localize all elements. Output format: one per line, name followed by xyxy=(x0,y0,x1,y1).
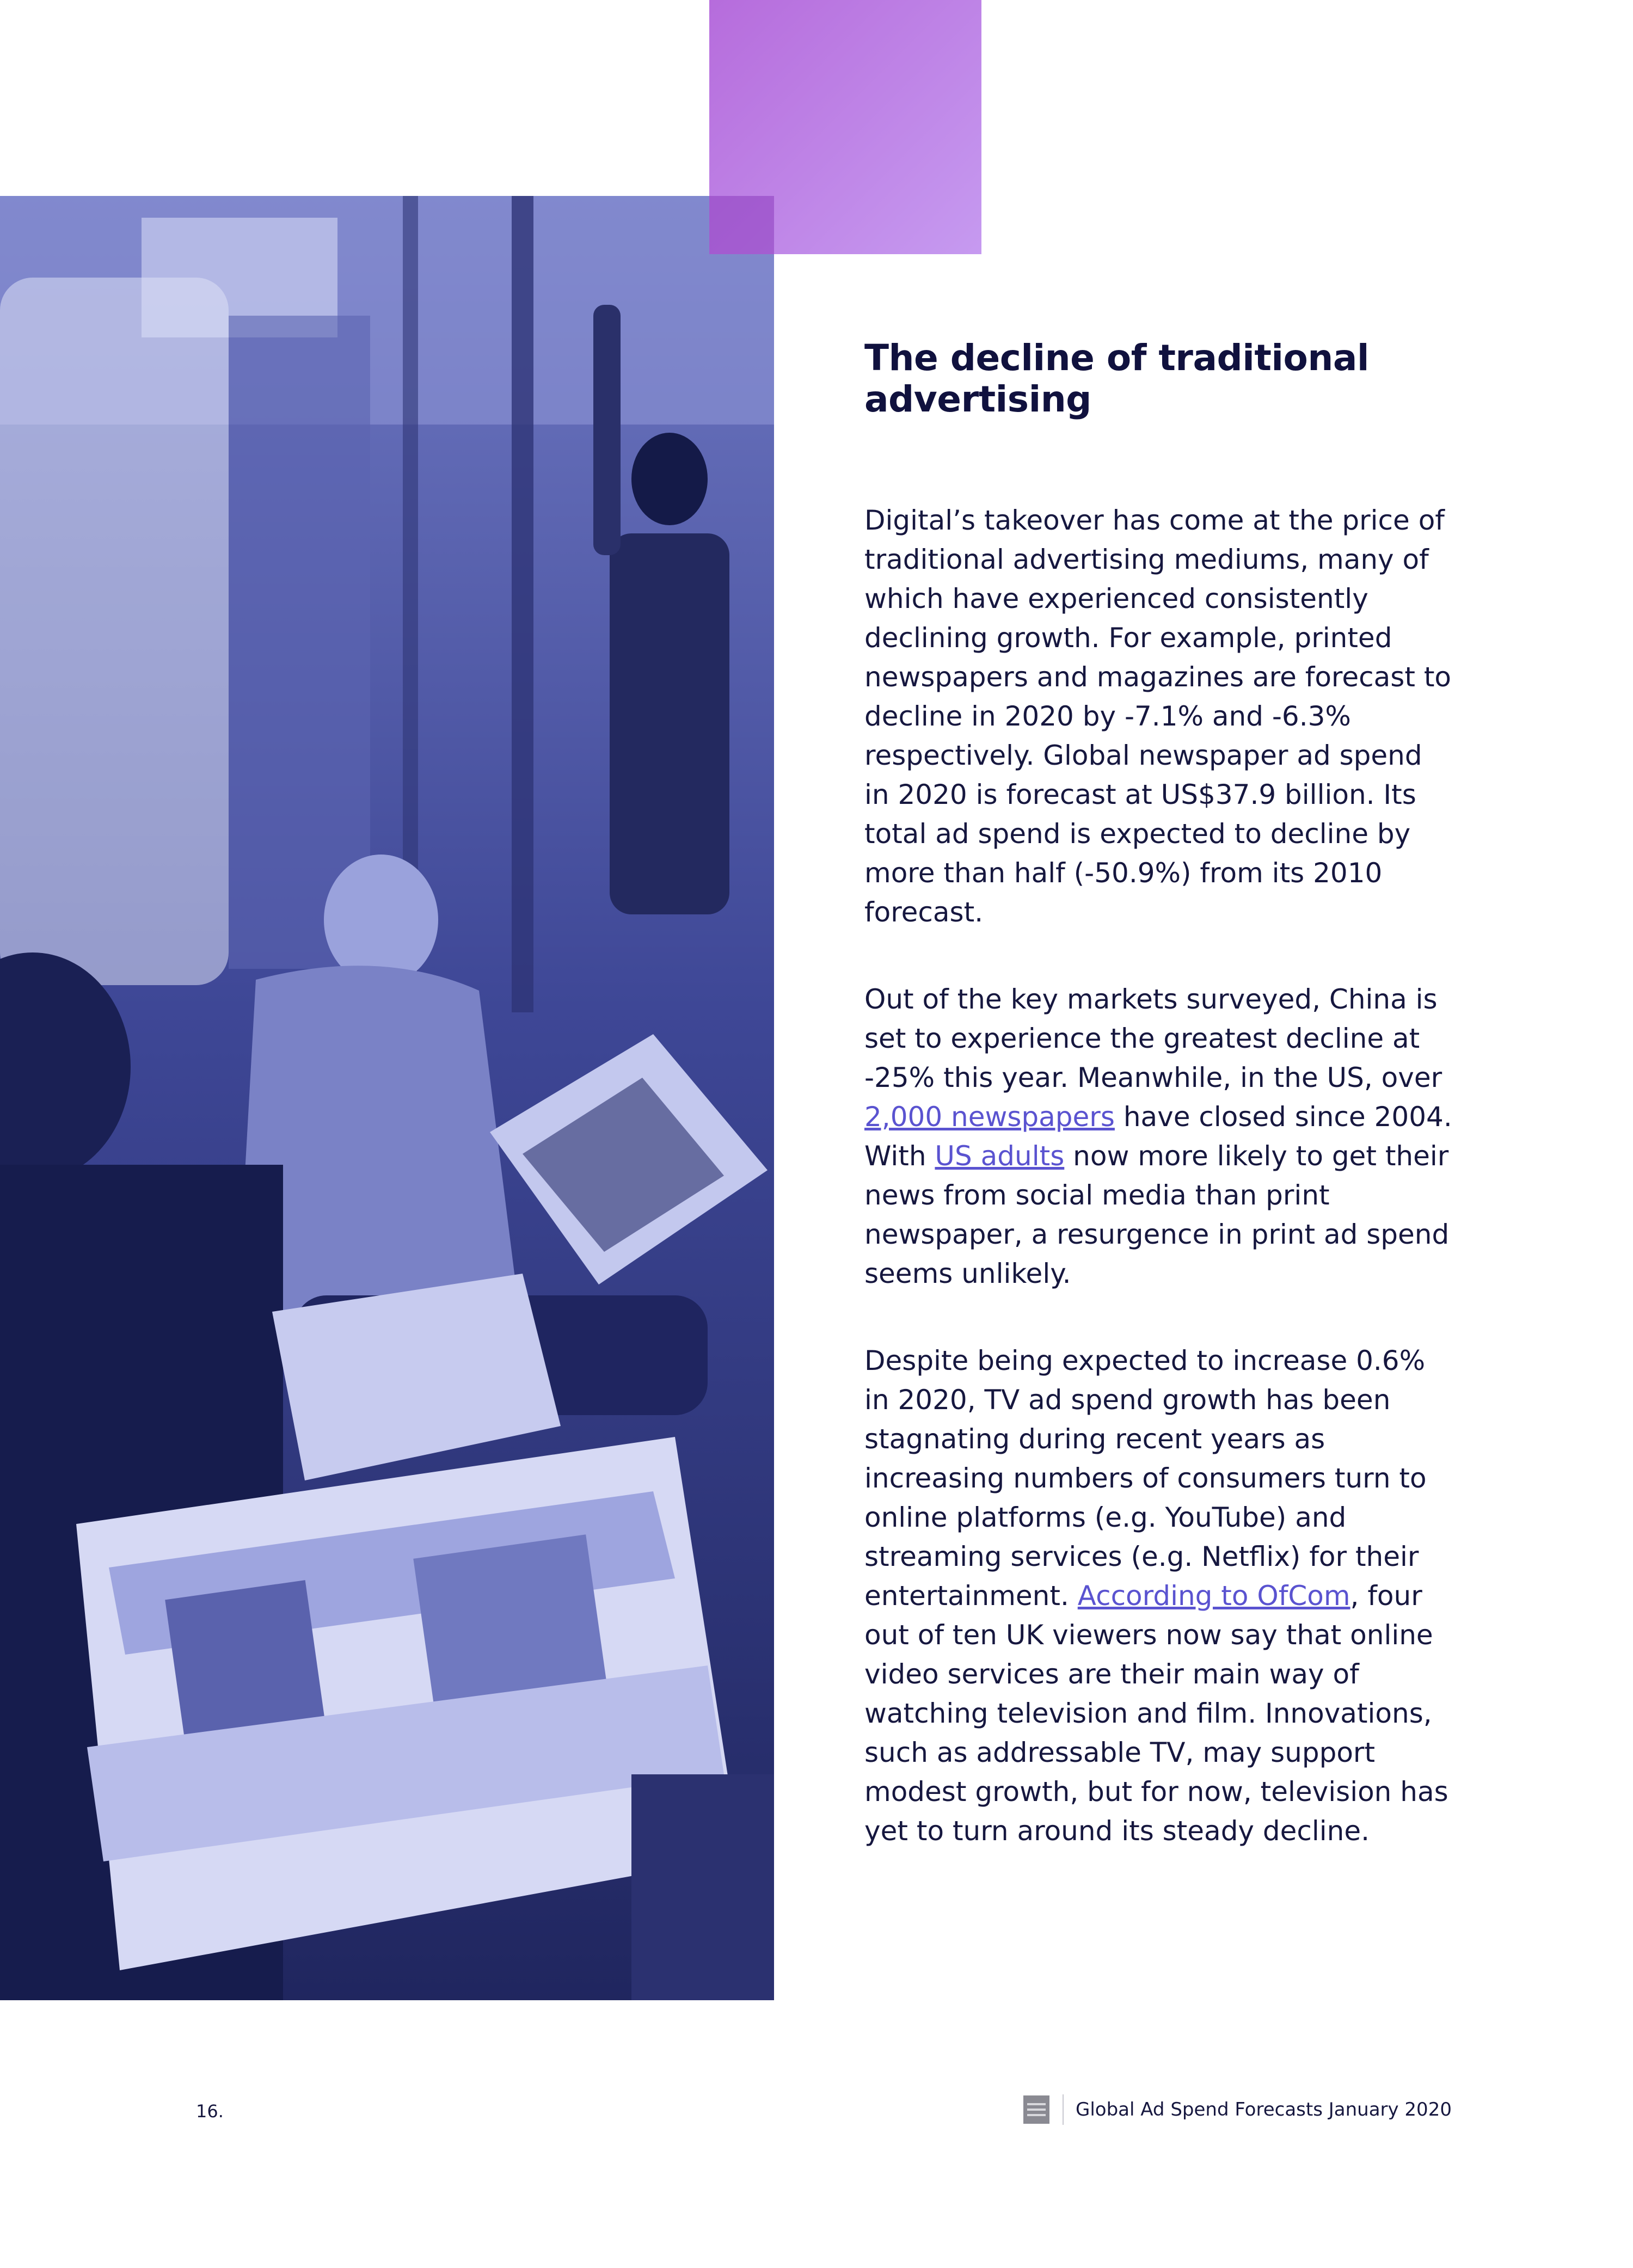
article xyxy=(864,337,1452,1851)
paragraph-3-text-a: Despite being expected to increase 0.6% in 2020, TV ad spend growth has been stagnating during recent years as increasing numbers of consumers turn to online platforms (e.g. YouTube) and streaming services (e.g. Netflix) for their entertainment. xyxy=(864,1345,1427,1612)
paragraph-2-text-b: have closed since 2004. With xyxy=(864,1101,1452,1172)
ofcom-link[interactable]: According to OfCom xyxy=(1077,1580,1350,1612)
commuters-illustration xyxy=(0,196,774,2000)
footer-divider xyxy=(1063,2094,1064,2125)
paragraph-3-text-b: , four out of ten UK viewers now say that online video services are their main way of watching television and film. Innovations, such as addressable TV, may support modest growth, but for now, television has yet to turn around its steady decline. xyxy=(864,1580,1448,1847)
page-number: 16. xyxy=(196,2101,224,2122)
paragraph-2 xyxy=(864,980,1452,1293)
footer xyxy=(1023,2094,1452,2125)
us-adults-link[interactable]: US adults xyxy=(935,1140,1065,1172)
accent-block-overlap xyxy=(709,196,774,254)
paragraph-3 xyxy=(864,1341,1452,1851)
publication-title: Global Ad Spend Forecasts January 2020 xyxy=(1076,2099,1452,2121)
newspapers-link[interactable]: 2,000 newspapers xyxy=(864,1101,1115,1133)
paragraph-2-text-a: Out of the key markets surveyed, China is set to experience the greatest decline at -25% this year. Meanwhile, in the US, over xyxy=(864,984,1442,1093)
article-title: The decline of traditional advertising xyxy=(864,337,1370,420)
paragraph-2-text-c: now more likely to get their news from social media than print newspaper, a resurgence in print ad spend seems unlikely. xyxy=(864,1140,1450,1289)
paragraph-1: Digital’s takeover has come at the price of traditional advertising mediums, many of which have experienced consistently declining growth. For example, printed newspapers and magazines are forecast to decline in 2020 by -7.1% and -6.3% respectively. Global newspaper ad spend in 2020 is forecast at US$37.9 billion. Its total ad spend is expected to decline by more than half (-50.9%) from its 2010 forecast. xyxy=(864,505,1452,928)
publisher-logo-icon xyxy=(1023,2095,1049,2124)
commuters-photo xyxy=(0,196,774,2000)
